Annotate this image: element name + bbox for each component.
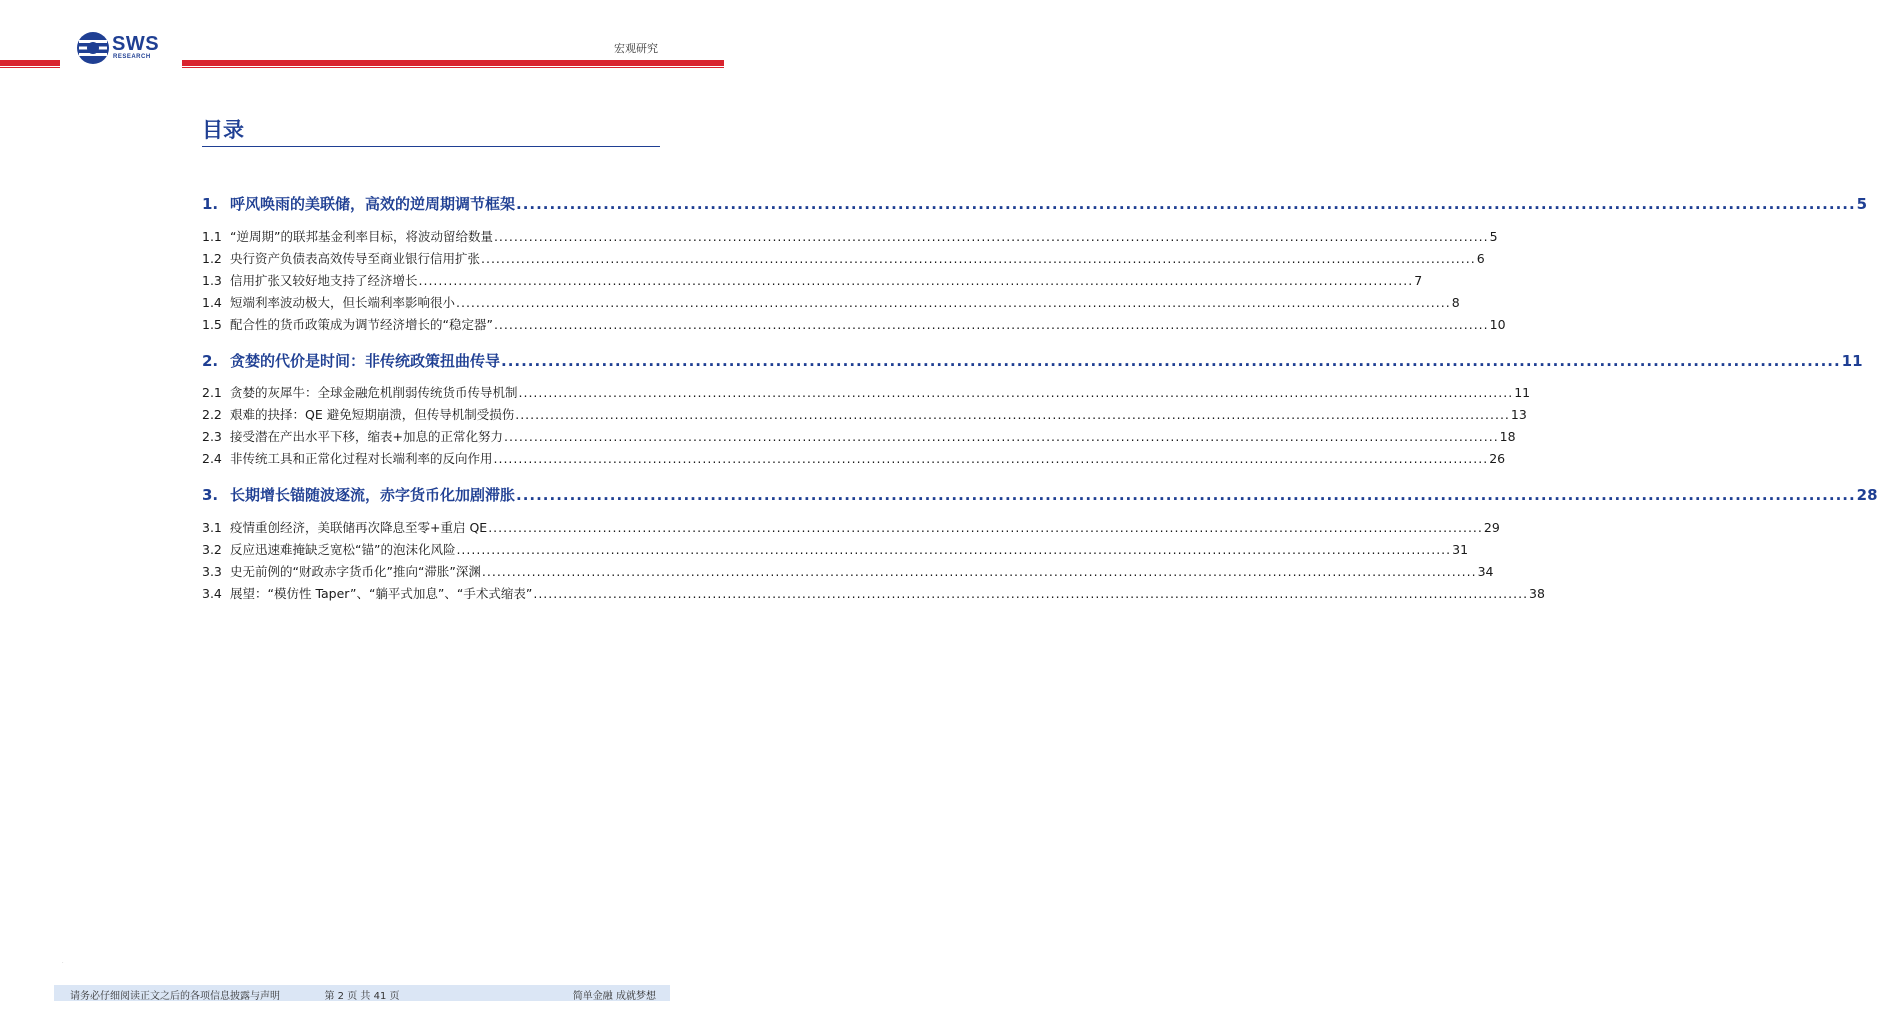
header-rule-left <box>0 60 60 66</box>
toc-entry-title: 艰难的抉择：QE 避免短期崩溃，但传导机制受损伤 <box>230 407 515 422</box>
toc-section-entry[interactable] <box>202 562 1494 580</box>
toc-leader-dots: ........................................................................................................................................................................................................ <box>518 385 1514 400</box>
toc-section-entry[interactable] <box>202 315 1506 333</box>
toc-entry-page: 10 <box>1489 317 1506 332</box>
toc-section-entry[interactable] <box>202 227 1498 245</box>
toc-entry-page: 8 <box>1451 295 1460 310</box>
toc-leader-dots: ........................................................................................................................................................................................................ <box>481 564 1477 579</box>
toc-entry-page: 6 <box>1476 251 1485 266</box>
toc-title-rule <box>202 146 660 147</box>
toc-entry-number: 3. <box>202 486 219 504</box>
toc-entry-number: 2.4 <box>202 451 222 466</box>
toc-entry-page: 18 <box>1499 429 1516 444</box>
toc-section-entry[interactable] <box>202 293 1460 311</box>
sws-logo-icon <box>76 31 110 65</box>
toc-leader-dots: ........................................................................................................................................................................................................ <box>493 451 1489 466</box>
toc-entry-title: 配合性的货币政策成为调节经济增长的“稳定器” <box>230 317 493 332</box>
toc-leader-dots: ........................................................................................................................................................................................................ <box>533 586 1529 601</box>
toc-leader-dots: ........................................................................................................................................................................................................ <box>418 273 1414 288</box>
toc-chapter-entry[interactable] <box>202 193 1868 214</box>
toc-entry-title: 疫情重创经济，美联储再次降息至零+重启 QE <box>230 520 488 535</box>
toc-leader-dots: ........................................................................................................................................................................................................ <box>456 295 1451 310</box>
toc-entry-page: 13 <box>1510 407 1527 422</box>
toc-entry-number: 3.3 <box>202 564 222 579</box>
toc-section-entry[interactable] <box>202 249 1485 267</box>
toc-entry-title: 贪婪的灰犀牛：全球金融危机削弱传统货币传导机制 <box>230 385 518 400</box>
header-rule-right-thin <box>182 67 724 68</box>
toc-entry-title: 非传统工具和正常化过程对长端利率的反向作用 <box>230 451 493 466</box>
toc-chapter-entry[interactable] <box>202 484 1878 505</box>
toc-entry-number: 1.5 <box>202 317 222 332</box>
toc-entry-title: 反应迅速难掩缺乏宽松“锚”的泡沫化风险 <box>230 542 456 557</box>
toc-leader-dots: ........................................................................................................................................................................................................ <box>488 520 1483 535</box>
header-rule-right <box>182 60 724 66</box>
toc-entry-title: 呼风唤雨的美联储，高效的逆周期调节框架 <box>230 195 516 213</box>
toc-entry-title: 贪婪的代价是时间：非传统政策扭曲传导 <box>230 352 501 370</box>
toc-leader-dots: ........................................................................................................................................................................................................ <box>481 251 1476 266</box>
toc-leader-dots: ........................................................................................................................................................................................................ <box>503 429 1499 444</box>
page-header <box>0 0 724 80</box>
toc-entry-title: 央行资产负债表高效传导至商业银行信用扩张 <box>230 251 481 266</box>
toc-entry-title: 接受潜在产出水平下移，缩表+加息的正常化努力 <box>230 429 503 444</box>
toc-leader-dots: ........................................................................................................................................................................................................ <box>493 317 1489 332</box>
toc-entry-title: “逆周期”的联邦基金利率目标，将波动留给数量 <box>230 229 493 244</box>
toc-entry-page: 38 <box>1529 586 1545 601</box>
toc-leader-dots: ........................................................................................................................................................................................................ <box>515 407 1510 422</box>
toc-section-entry[interactable] <box>202 518 1500 536</box>
toc-entry-number: 3.1 <box>202 520 222 535</box>
toc-section-entry[interactable] <box>202 584 1545 602</box>
toc-entry-number: 1. <box>202 195 219 213</box>
toc-entry-page: 11 <box>1841 352 1863 370</box>
toc-entry-number: 3.4 <box>202 586 222 601</box>
report-category: 宏观研究 <box>614 42 658 55</box>
toc-entry-number: 2.2 <box>202 407 222 422</box>
toc-title: 目录 <box>202 118 244 142</box>
toc-entry-page: 26 <box>1489 451 1506 466</box>
toc-section-entry[interactable] <box>202 405 1527 423</box>
header-rule-left-thin <box>0 67 60 68</box>
toc-entry-page: 11 <box>1514 385 1531 400</box>
toc-section-entry[interactable] <box>202 540 1469 558</box>
toc-leader-dots: ........................................................................................................................................................................................................ <box>456 542 1452 557</box>
toc-leader-dots: ........................................................................................................................................................................................................ <box>493 229 1489 244</box>
toc-section-entry[interactable] <box>202 449 1506 467</box>
toc-entry-number: 2.3 <box>202 429 222 444</box>
toc-leader-dots: ........................................................................................................................................................................................................ <box>516 486 1856 504</box>
toc-chapter-entry[interactable] <box>202 350 1863 371</box>
toc-entry-page: 28 <box>1856 486 1878 504</box>
footer-slogan: 简单金融 成就梦想 <box>572 991 656 1002</box>
toc-entry-title: 信用扩张又较好地支持了经济增长 <box>230 273 418 288</box>
toc-entry-page: 5 <box>1489 229 1498 244</box>
footer-page-number: 第 2 页 共 41 页 <box>324 991 400 1002</box>
toc-entry-title: 史无前例的“财政赤字货币化”推向“滞胀”深渊 <box>230 564 481 579</box>
toc-entry-number: 2. <box>202 352 219 370</box>
toc-entry-title: 长期增长锚随波逐流，赤字货币化加剧滞胀 <box>230 486 516 504</box>
toc-entry-title: 短端利率波动极大，但长端利率影响很小 <box>230 295 456 310</box>
toc-entry-page: 7 <box>1414 273 1423 288</box>
logo-wordmark: SWS <box>112 33 160 55</box>
toc-leader-dots: ........................................................................................................................................................................................................ <box>516 195 1856 213</box>
toc-entry-number: 3.2 <box>202 542 222 557</box>
sws-logo <box>76 31 176 67</box>
toc-entry-number: 1.3 <box>202 273 222 288</box>
toc-entry-number: 1.4 <box>202 295 222 310</box>
toc-entry-number: 1.2 <box>202 251 222 266</box>
toc-entry-page: 31 <box>1452 542 1469 557</box>
toc-section-entry[interactable] <box>202 427 1516 445</box>
toc-leader-dots: ........................................................................................................................................................................................................ <box>501 352 1841 370</box>
toc-entry-page: 29 <box>1483 520 1500 535</box>
logo-subtext: RESEARCH <box>113 54 151 60</box>
toc-section-entry[interactable] <box>202 383 1531 401</box>
page-mark: · <box>62 960 64 966</box>
toc-entry-page: 5 <box>1856 195 1868 213</box>
toc-entry-page: 34 <box>1477 564 1494 579</box>
toc-entry-number: 1.1 <box>202 229 222 244</box>
toc-entry-title: 展望：“模仿性 Taper”、“躺平式加息”、“手术式缩表” <box>230 586 533 601</box>
toc-entry-number: 2.1 <box>202 385 222 400</box>
toc-section-entry[interactable] <box>202 271 1423 289</box>
footer-disclaimer: 请务必仔细阅读正文之后的各项信息披露与声明 <box>70 991 280 1002</box>
